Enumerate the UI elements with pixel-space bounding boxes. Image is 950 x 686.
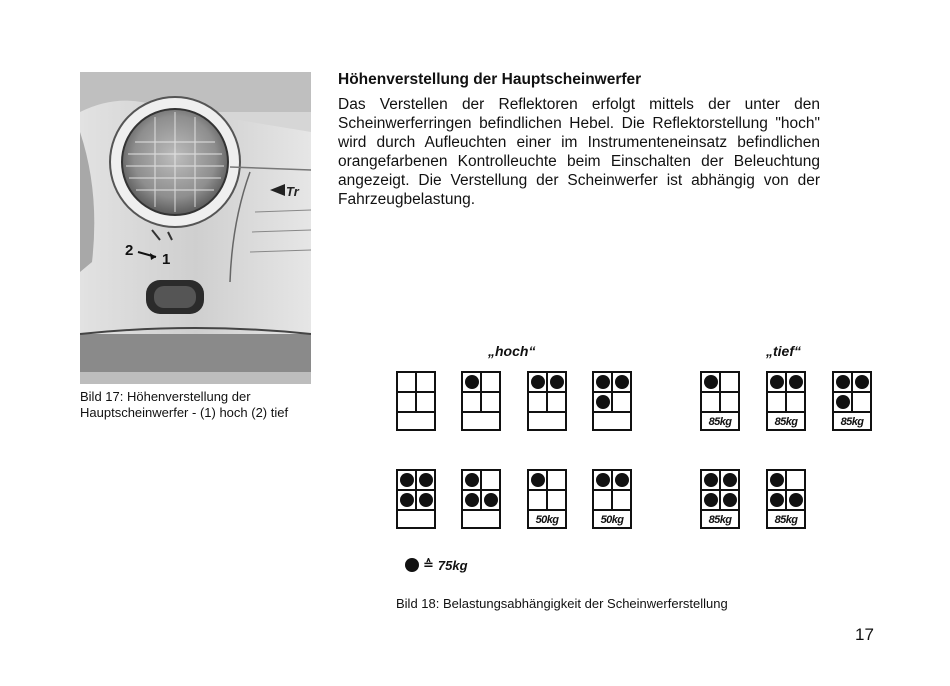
group-label-tief: „tief“	[766, 343, 801, 359]
person-dot-icon	[789, 375, 803, 389]
seat-cell	[529, 491, 548, 509]
seat-cell	[613, 393, 630, 411]
luggage-weight: 85kg	[774, 416, 798, 428]
seat-cell	[398, 471, 417, 489]
legend-equals-symbol: ≙	[423, 557, 434, 572]
headlight-photo	[80, 72, 311, 384]
load-diagram	[527, 469, 567, 529]
seat-cell	[482, 393, 499, 411]
seat-cell	[834, 393, 853, 411]
seat-cell	[721, 471, 738, 489]
seat-cell	[594, 393, 613, 411]
luggage-cell	[529, 511, 565, 529]
person-dot-icon	[836, 395, 850, 409]
luggage-cell	[768, 511, 804, 529]
photo-label-2: 2	[125, 242, 134, 259]
seat-cell	[613, 471, 630, 489]
luggage-weight: 85kg	[840, 416, 864, 428]
seat-cell	[787, 393, 804, 411]
person-dot-icon	[704, 473, 718, 487]
person-dot-icon	[615, 473, 629, 487]
person-dot-icon	[596, 395, 610, 409]
person-dot-icon	[465, 473, 479, 487]
person-dot-icon	[400, 473, 414, 487]
figure-18-caption: Bild 18: Belastungsabhängigkeit der Scheinwerferstellung	[396, 596, 728, 611]
luggage-cell	[768, 413, 804, 431]
load-diagram	[700, 371, 740, 431]
person-dot-icon	[550, 375, 564, 389]
seat-cell	[853, 393, 870, 411]
person-dot-icon	[704, 375, 718, 389]
luggage-cell	[398, 511, 434, 529]
emblem-text: Tr	[286, 184, 299, 199]
person-dot-icon	[419, 473, 433, 487]
seat-cell	[529, 393, 548, 411]
luggage-cell	[702, 511, 738, 529]
seat-cell	[787, 373, 804, 391]
seat-cell	[594, 471, 613, 489]
seat-cell	[787, 491, 804, 509]
person-dot-icon	[723, 493, 737, 507]
person-dot-icon	[400, 493, 414, 507]
photo-label-1: 1	[162, 251, 171, 268]
luggage-cell	[702, 413, 738, 431]
seat-cell	[702, 471, 721, 489]
person-dot-icon	[770, 375, 784, 389]
seat-cell	[417, 373, 434, 391]
luggage-weight: 50kg	[600, 514, 624, 526]
seat-cell	[529, 471, 548, 489]
seat-cell	[768, 471, 787, 489]
load-diagram	[766, 371, 806, 431]
person-dot-icon	[704, 493, 718, 507]
seat-cell	[417, 393, 434, 411]
load-diagram	[527, 371, 567, 431]
seat-cell	[463, 471, 482, 489]
luggage-weight: 85kg	[708, 416, 732, 428]
seat-cell	[463, 393, 482, 411]
seat-cell	[417, 491, 434, 509]
section-heading: Höhenverstellung der Hauptscheinwerfer	[338, 71, 642, 88]
seat-cell	[398, 373, 417, 391]
seat-cell	[702, 491, 721, 509]
seat-cell	[548, 491, 565, 509]
luggage-cell	[594, 413, 630, 431]
luggage-cell	[398, 413, 434, 431]
group-label-hoch: „hoch“	[488, 343, 536, 359]
load-diagram	[592, 371, 632, 431]
seat-cell	[768, 373, 787, 391]
luggage-cell	[529, 413, 565, 431]
load-diagram	[461, 371, 501, 431]
seat-cell	[482, 373, 499, 391]
body-paragraph: Das Verstellen der Reflektoren erfolgt mittels der unter den Scheinwerferringen befindlichen Hebel. Die Reflektorstellung "hoch" wird durch Aufleuchten einer im Instrumenteneinsatz befindlichen orangefarbenen Kontrolleuchte beim Einschalten der Beleuchtung angezeigt. Die Verstellung der Scheinwerfer ist abhängig von der Fahrzeugbelastung.	[338, 96, 820, 208]
person-dot-icon	[484, 493, 498, 507]
person-dot-icon	[419, 493, 433, 507]
person-dot-icon	[465, 375, 479, 389]
luggage-weight: 85kg	[708, 514, 732, 526]
figure-17-caption: Bild 17: Höhenverstellung der Hauptscheinwerfer - (1) hoch (2) tief	[80, 389, 289, 420]
person-dot-icon	[596, 375, 610, 389]
seat-cell	[548, 373, 565, 391]
person-dot-icon	[836, 375, 850, 389]
legend-value: 75kg	[437, 557, 468, 573]
seat-cell	[721, 491, 738, 509]
person-dot-icon	[465, 493, 479, 507]
seat-cell	[768, 393, 787, 411]
seat-cell	[594, 373, 613, 391]
luggage-cell	[834, 413, 870, 431]
luggage-cell	[463, 511, 499, 529]
seat-cell	[613, 373, 630, 391]
page-number: 17	[855, 625, 874, 644]
luggage-cell	[463, 413, 499, 431]
load-diagram	[700, 469, 740, 529]
seat-cell	[787, 471, 804, 489]
load-diagram	[592, 469, 632, 529]
seat-cell	[613, 491, 630, 509]
load-diagram	[461, 469, 501, 529]
person-dot-icon	[770, 493, 784, 507]
person-dot-icon	[770, 473, 784, 487]
load-diagram	[832, 371, 872, 431]
seat-cell	[768, 491, 787, 509]
luggage-cell	[594, 511, 630, 529]
load-diagram	[396, 469, 436, 529]
seat-cell	[463, 373, 482, 391]
legend	[405, 557, 468, 573]
seat-cell	[463, 491, 482, 509]
seat-cell	[721, 373, 738, 391]
seat-cell	[482, 491, 499, 509]
seat-cell	[853, 373, 870, 391]
seat-cell	[834, 373, 853, 391]
person-dot-icon	[723, 473, 737, 487]
seat-cell	[417, 471, 434, 489]
luggage-weight: 50kg	[535, 514, 559, 526]
luggage-weight: 85kg	[774, 514, 798, 526]
seat-cell	[548, 393, 565, 411]
person-dot-icon	[405, 558, 419, 572]
seat-cell	[529, 373, 548, 391]
load-diagram	[766, 469, 806, 529]
seat-cell	[702, 393, 721, 411]
person-dot-icon	[531, 473, 545, 487]
seat-cell	[482, 471, 499, 489]
person-dot-icon	[789, 493, 803, 507]
seat-cell	[702, 373, 721, 391]
seat-cell	[548, 471, 565, 489]
person-dot-icon	[615, 375, 629, 389]
seat-cell	[398, 491, 417, 509]
person-dot-icon	[855, 375, 869, 389]
seat-cell	[594, 491, 613, 509]
person-dot-icon	[531, 375, 545, 389]
person-dot-icon	[596, 473, 610, 487]
seat-cell	[398, 393, 417, 411]
load-diagram	[396, 371, 436, 431]
seat-cell	[721, 393, 738, 411]
